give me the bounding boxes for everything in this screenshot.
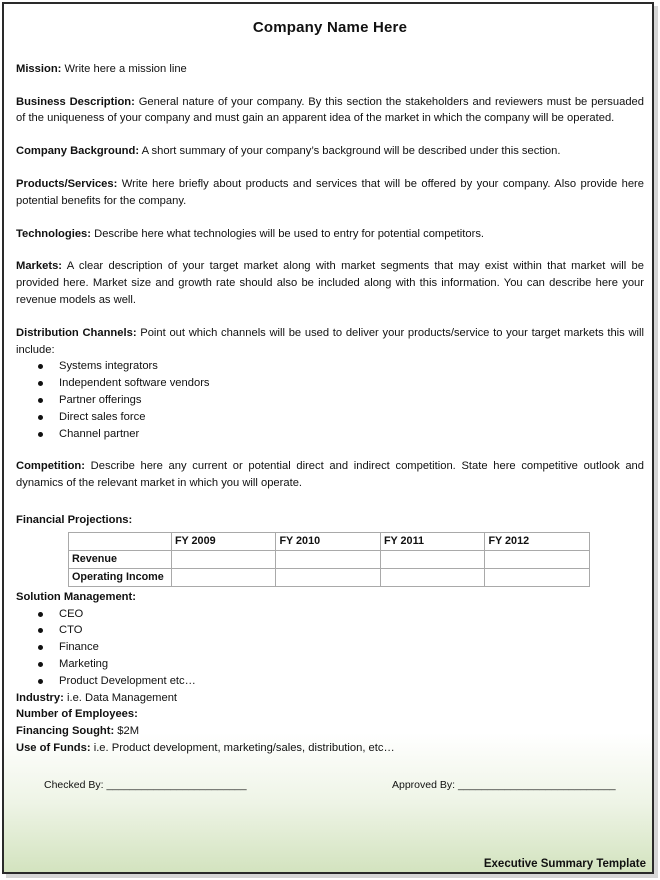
signature-row (16, 777, 644, 795)
industry-line (16, 690, 644, 707)
industry-label: Industry: (16, 691, 64, 704)
table-corner-cell (69, 532, 172, 550)
table-header-cell: FY 2012 (485, 532, 590, 550)
company-background-section (16, 143, 644, 160)
list-item: Marketing (16, 656, 644, 673)
competition-text: Describe here any current or potential direct and indirect competition. State here competitive outlook and dynamics of the relevant market in which you will operate. (16, 460, 644, 490)
products-services-label: Products/Services: (16, 177, 118, 190)
solution-management-list (16, 606, 644, 690)
list-item: Independent software vendors (16, 375, 644, 392)
table-header-cell: FY 2009 (171, 532, 276, 550)
table-cell (485, 568, 590, 586)
table-cell (485, 550, 590, 568)
distribution-list (16, 358, 644, 442)
company-background-text: A short summary of your company’s background will be described under this section. (141, 145, 561, 158)
industry-text: i.e. Data Management (66, 691, 178, 704)
mission-section (16, 61, 644, 78)
checked-by-field: Checked By: ________________________ (44, 778, 247, 791)
distribution-label: Distribution Channels: (16, 326, 137, 339)
list-item: CTO (16, 622, 644, 639)
list-item: Direct sales force (16, 409, 644, 426)
employees-line (16, 706, 644, 723)
use-of-funds-text: i.e. Product development, marketing/sales, distribution, etc… (93, 741, 395, 754)
technologies-section (16, 226, 644, 243)
table-cell (276, 550, 381, 568)
table-row-label: Operating Income (69, 568, 172, 586)
competition-label: Competition: (16, 460, 85, 473)
table-cell (380, 550, 485, 568)
distribution-text: Point out which channels will be used to deliver your products/service to your target markets this will include: (16, 326, 644, 356)
competition-section (16, 458, 644, 492)
table-row-label: Revenue (69, 550, 172, 568)
table-row (69, 550, 590, 568)
financing-label: Financing Sought: (16, 725, 115, 738)
table-cell (276, 568, 381, 586)
document-content (16, 20, 644, 795)
list-item: Systems integrators (16, 358, 644, 375)
list-item: Channel partner (16, 426, 644, 443)
footer-title: Executive Summary Template (483, 858, 646, 870)
markets-label: Markets: (16, 260, 63, 273)
list-item: Product Development etc… (16, 673, 644, 690)
table-header-cell: FY 2010 (276, 532, 381, 550)
business-description-text: General nature of your company. By this section the stakeholders and reviewers must be persuaded of the uniqueness of your company and must gain an apparent idea of the market in which the company will be operated. (16, 95, 645, 125)
business-description-label: Business Description: (16, 95, 135, 108)
table-cell (171, 550, 276, 568)
technologies-text: Describe here what technologies will be used to entry for potential competitors. (94, 227, 485, 240)
table-header-row (69, 532, 590, 550)
list-item: Finance (16, 639, 644, 656)
solution-management-label: Solution Management: (16, 590, 136, 603)
use-of-funds-label: Use of Funds: (16, 741, 91, 754)
approved-by-field: Approved By: ___________________________ (392, 778, 616, 791)
markets-text: A clear description of your target market along with market segments that may exist within that market will be provided here. Market size and growth rate should also be included along with this information. You can describe here your revenue models as well. (16, 260, 644, 306)
table-header-cell: FY 2011 (380, 532, 485, 550)
financing-text: $2M (117, 725, 140, 738)
company-title: Company Name Here (252, 19, 408, 36)
products-services-text: Write here briefly about products and services that will be offered by your company. Also provide here potential benefits for the company. (16, 177, 644, 207)
use-of-funds-line (16, 740, 644, 757)
financial-projections-table (68, 532, 590, 587)
list-item: Partner offerings (16, 392, 644, 409)
business-description-section (16, 94, 644, 128)
financial-projections-label: Financial Projections: (16, 513, 133, 526)
distribution-section (16, 325, 644, 359)
table-cell (380, 568, 485, 586)
table-cell (171, 568, 276, 586)
company-background-label: Company Background: (16, 145, 140, 158)
list-item: CEO (16, 606, 644, 623)
products-services-section (16, 176, 644, 210)
financing-line (16, 723, 644, 740)
mission-label: Mission: (16, 62, 62, 75)
mission-text: Write here a mission line (64, 62, 187, 75)
table-row (69, 568, 590, 586)
markets-section (16, 258, 644, 308)
employees-label: Number of Employees: (16, 708, 138, 721)
technologies-label: Technologies: (16, 227, 92, 240)
